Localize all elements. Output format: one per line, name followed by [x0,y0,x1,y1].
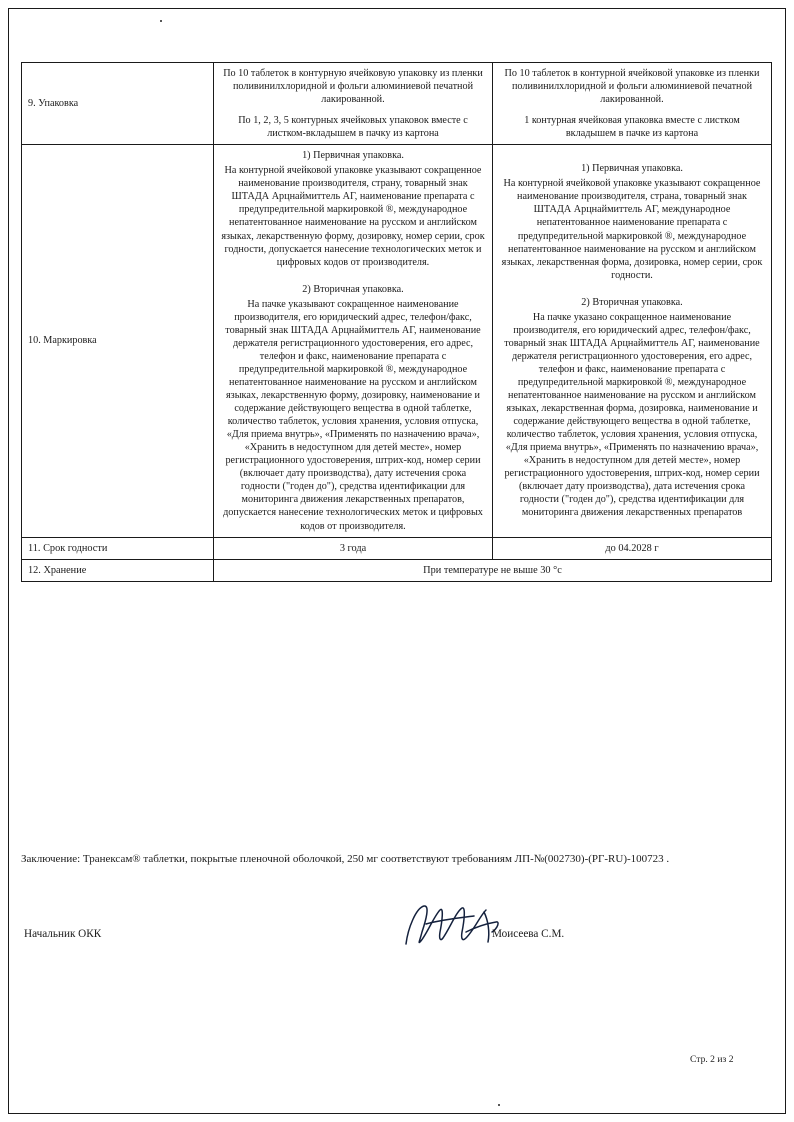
marking-actual-secondary-text: На пачке указано сокращенное наименование производителя, его юридический адрес, телефон/факс, товарный знак ШТАДА Арцнаймиттель АГ, наименование держателя регистрационного удостоверения, его адрес, телефон и факс, наименование препарата с предупредительной маркировкой ®, международное непатентованное наименование на русском и английском языках, лекарственная форма, дозировка, наименование и содержание действующего вещества в одной таблетке, количество таблеток, условия хранения, условия отпуска, «Для приема внутрь», «Применять по назначению врача», «Хранить в недоступном для детей месте», номер регистрационного удостоверения, штрих-код, номер серии (включает дату производства), дата истечения срока годности ("годен до"), средства идентификации для мониторинга движения лекарственных препаратов [504,311,760,519]
row-label-storage: 12. Хранение [22,559,214,581]
marking-actual-primary [499,162,765,281]
handwritten-signature [396,898,506,950]
marking-actual-primary-text: На контурной ячейковой упаковке указывают сокращенное наименование производителя, страна, товарный знак ШТАДА Арцнаймиттель АГ, международное непатентованное наименование препарата с предупредительной маркировкой ®, международное непатентованное наименование на русском и английском языках, лекарственная форма, дозировка, номер серии, срок годности. [501,178,763,281]
table-row-storage [22,559,772,581]
table-row-shelf-life [22,537,772,559]
signatory-name: Моисеева С.М. [492,928,565,940]
row-spec-shelf-life: 3 года [214,537,493,559]
packaging-actual-line-1: По 10 таблеток в контурной ячейковой упаковке из пленки поливинилхлоридной и фольги алюминиевой печатной лакированной. [504,68,760,106]
conclusion-text: Заключение: Транексам® таблетки, покрытые пленочной оболочкой, 250 мг соответствуют требованиям ЛП-№(002730)-(РГ-RU)-100723 . [21,853,670,865]
row-label-marking: 10. Маркировка [22,145,214,537]
packaging-actual-line-2: 1 контурная ячейковая упаковка вместе с листком вкладышем в пачке из картона [524,115,740,140]
marking-spec-primary-text: На контурной ячейковой упаковке указывают сокращенное наименование производителя, страну, товарный знак ШТАДА Арцнаймиттель АГ, наименование препарата с предупредительной маркировкой ®, международное непатентованное наименование на русском и английском языках, лекарственную форму, дозировку, номер серии, срок годности, допускается нанесение технологических меток и цифровых кодов от производителя. [221,165,485,268]
row-actual-shelf-life: до 04.2028 г [493,537,772,559]
marking-spec-secondary-text: На пачке указывают сокращенное наименование производителя, его юридический адрес, телефон/факс, товарный знак ШТАДА Арцнаймиттель АГ, наименование держателя регистрационного удостоверения, его адрес, телефон и факс, наименование препарата с предупредительной маркировкой ®, международное непатентованное наименование на русском и английском языках, лекарственную форму, дозировку, наименование и содержание действующего вещества в одной таблетке, количество таблеток, условия хранения, условия отпуска, «Для приема внутрь», «Применять по назначению врача», «Хранить в недоступном для детей месте», номер регистрационного удостоверения, штрих-код, номер серии (включает дату производства), дату истечения срока годности ("годен до"), средства идентификации для мониторинга движения лекарственных препаратов, допускается нанесение технологических меток и цифровых кодов от производителя. [223,298,483,532]
row-spec-packaging [214,63,493,145]
signatory-role: Начальник ОКК [24,928,102,940]
packaging-spec-line-2: По 1, 2, 3, 5 контурных ячейковых упаковок вместе с листком-вкладышем в пачку из картона [238,115,468,140]
page-number-footer: Стр. 2 из 2 [690,1054,734,1065]
row-label-shelf-life: 11. Срок годности [22,537,214,559]
row-spec-marking [214,145,493,537]
marking-spec-primary-title: 1) Первичная упаковка. [302,150,404,162]
row-label-packaging: 9. Упаковка [22,63,214,145]
row-value-storage: При температуре не выше 30 °с [214,559,772,581]
scan-artifact-dot-bottom [498,1104,500,1106]
scan-artifact-dot-top [160,20,162,22]
marking-spec-secondary [220,283,486,533]
marking-spec-secondary-title: 2) Вторичная упаковка. [302,283,404,295]
marking-actual-secondary-title: 2) Вторичная упаковка. [581,296,683,308]
row-actual-packaging [493,63,772,145]
table-row-marking [22,145,772,537]
marking-actual-primary-title: 1) Первичная упаковка. [581,163,683,175]
table-row-packaging [22,63,772,145]
marking-actual-secondary [499,296,765,520]
row-actual-marking [493,145,772,537]
packaging-spec-line-1: По 10 таблеток в контурную ячейковую упаковку из пленки поливинилхлоридной и фольги алюминиевой печатной лакированной. [223,68,483,106]
marking-spec-primary [220,149,486,268]
specification-table [21,62,772,582]
